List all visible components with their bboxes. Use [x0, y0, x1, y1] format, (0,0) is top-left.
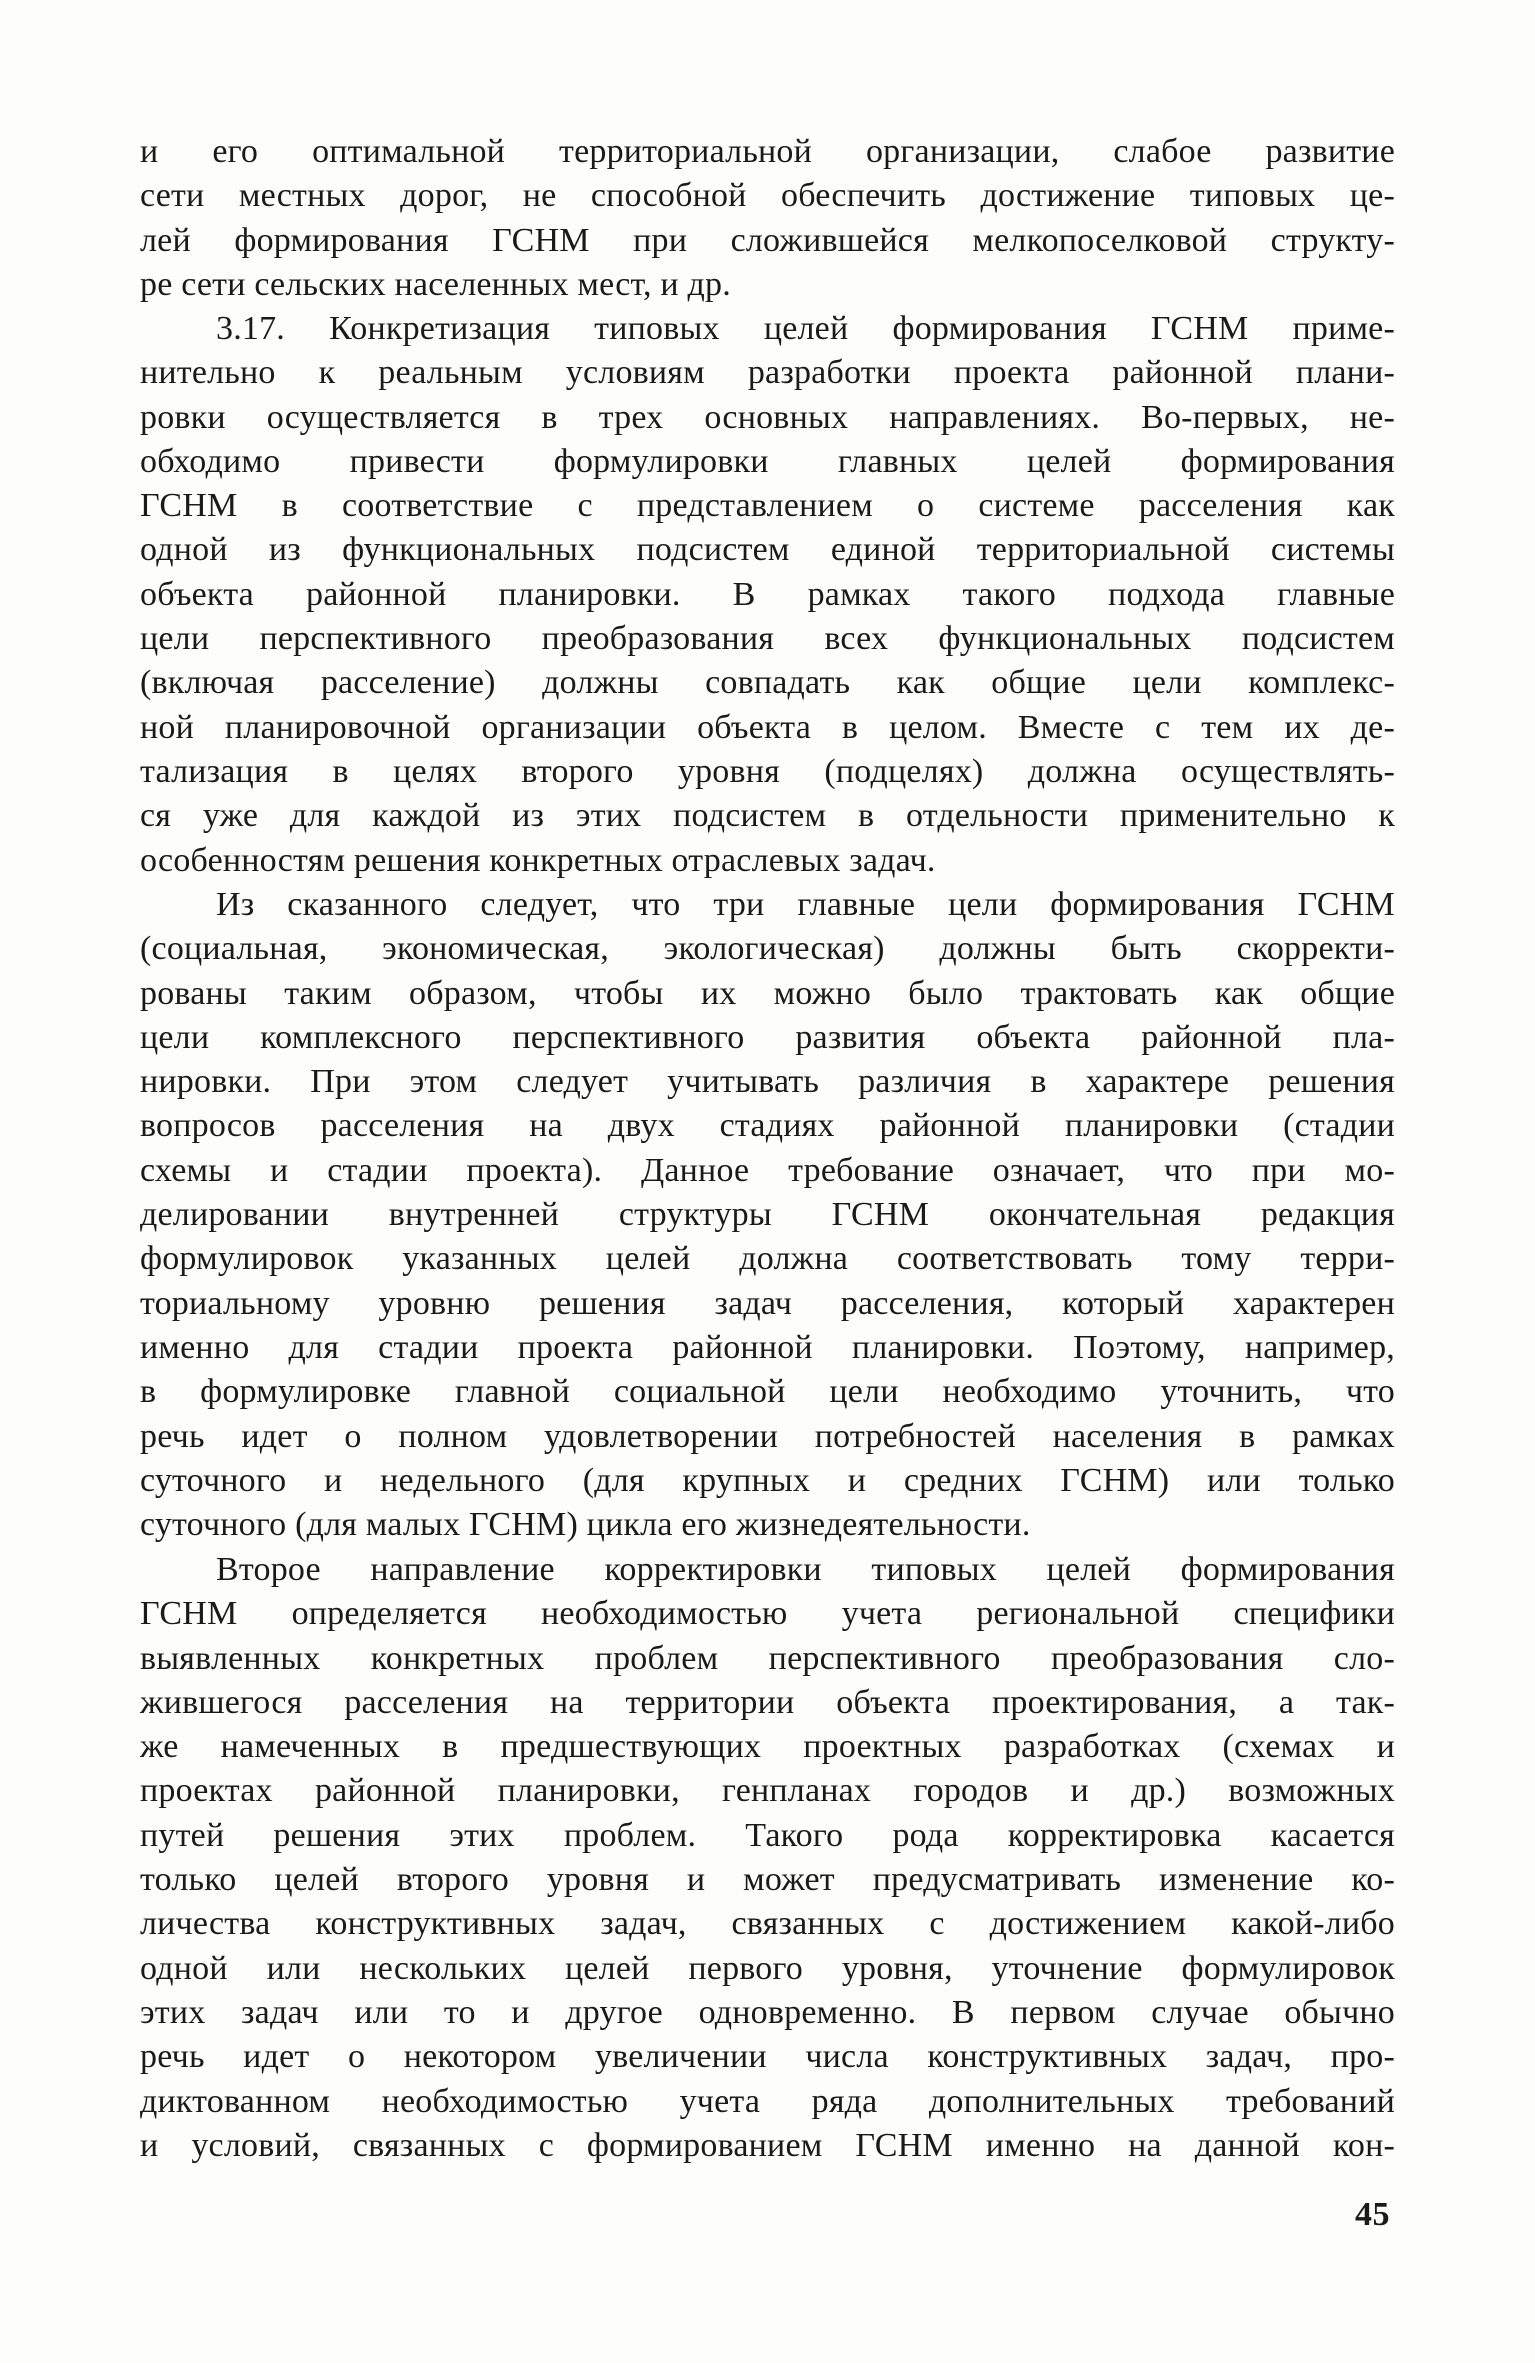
page-number: 45 [1355, 2196, 1390, 2233]
text-line: обходимо привести формулировки главных целей формирования [140, 442, 1395, 480]
text-line: ной планировочной организации объекта в целом. Вместе с тем их де- [140, 708, 1395, 746]
text-line: сети местных дорог, не способной обеспечить достижение типовых це- [140, 177, 1395, 215]
text-line: Из сказанного следует, что три главные цели формирования ГСНМ [216, 886, 1395, 923]
text-line: этих задач или то и другое одновременно. В первом случае обычно [140, 1993, 1395, 2031]
text-line: цели комплексного перспективного развития объекта районной пла- [140, 1018, 1395, 1056]
text-line: диктованном необходимостью учета ряда дополнительных требований [140, 2082, 1395, 2120]
text-line: же намеченных в предшествующих проектных разработках (схемах и [140, 1728, 1395, 1766]
text-line: нировки. При этом следует учитывать различия в характере решения [140, 1063, 1395, 1101]
text-line: только целей второго уровня и может предусматривать изменение ко- [140, 1861, 1395, 1899]
text-line: схемы и стадии проекта). Данное требование означает, что при мо- [140, 1151, 1395, 1189]
text-line: жившегося расселения на территории объекта проектирования, а так- [140, 1683, 1395, 1721]
text-line: ся уже для каждой из этих подсистем в отдельности применительно к [140, 797, 1395, 835]
paragraph-continuation [140, 130, 1395, 307]
text-line: нительно к реальным условиям разработки проекта районной плани- [140, 354, 1395, 392]
text-line: в формулировке главной социальной цели необходимо уточнить, что [140, 1373, 1395, 1411]
text-line: 3.17. Конкретизация типовых целей формирования ГСНМ приме- [216, 310, 1395, 347]
text-line: одной или нескольких целей первого уровня, уточнение формулировок [140, 1949, 1395, 1987]
text-line: формулировок указанных целей должна соответствовать тому терри- [140, 1240, 1395, 1278]
text-line: Второе направление корректировки типовых целей формирования [216, 1551, 1395, 1588]
text-line: выявленных конкретных проблем перспективного преобразования сло- [140, 1639, 1395, 1677]
text-line: ГСНМ в соответствие с представлением о системе расселения как [140, 487, 1395, 525]
text-line: именно для стадии проекта районной планировки. Поэтому, например, [140, 1328, 1395, 1366]
paragraph-3-17 [140, 307, 1395, 883]
text-line: (социальная, экономическая, экологическая) должны быть скорректи- [140, 930, 1395, 968]
text-line: объекта районной планировки. В рамках такого подхода главные [140, 575, 1395, 613]
text-line: суточного и недельного (для крупных и средних ГСНМ) или только [140, 1461, 1395, 1499]
text-line: делировании внутренней структуры ГСНМ окончательная редакция [140, 1196, 1395, 1234]
text-line: проектах районной планировки, генпланах городов и др.) возможных [140, 1772, 1395, 1810]
text-line: личества конструктивных задач, связанных с достижением какой-либо [140, 1905, 1395, 1943]
text-line: путей решения этих проблем. Такого рода корректировка касается [140, 1816, 1395, 1854]
text-line: ГСНМ определяется необходимостью учета региональной специфики [140, 1595, 1395, 1633]
paragraph-second-direction [140, 1548, 1395, 2168]
text-line: (включая расселение) должны совпадать как общие цели комплекс- [140, 664, 1395, 702]
paragraph-conclusion [140, 883, 1395, 1547]
text-line: тализация в целях второго уровня (подцелях) должна осуществлять- [140, 752, 1395, 790]
text-line: одной из функциональных подсистем единой территориальной системы [140, 531, 1395, 569]
text-line: рованы таким образом, чтобы их можно было трактовать как общие [140, 974, 1395, 1012]
text-line: речь идет о полном удовлетворении потребностей населения в рамках [140, 1417, 1395, 1455]
text-line: ре сети сельских населенных мест, и др. [140, 265, 731, 303]
text-line: лей формирования ГСНМ при сложившейся мелкопоселковой структу- [140, 221, 1395, 259]
text-line: ториальному уровню решения задач расселения, который характерен [140, 1284, 1395, 1322]
text-line: вопросов расселения на двух стадиях районной планировки (стадии [140, 1107, 1395, 1145]
text-line: особенностям решения конкретных отраслевых задач. [140, 841, 936, 879]
text-line: ровки осуществляется в трех основных направлениях. Во-первых, не- [140, 398, 1395, 436]
text-line: цели перспективного преобразования всех функциональных подсистем [140, 620, 1395, 658]
text-line: суточного (для малых ГСНМ) цикла его жизнедеятельности. [140, 1506, 1031, 1544]
text-line: и его оптимальной территориальной организации, слабое развитие [140, 133, 1395, 170]
text-line: речь идет о некотором увеличении числа конструктивных задач, про- [140, 2038, 1395, 2076]
text-line: и условий, связанных с формированием ГСНМ именно на данной кон- [140, 2126, 1395, 2164]
